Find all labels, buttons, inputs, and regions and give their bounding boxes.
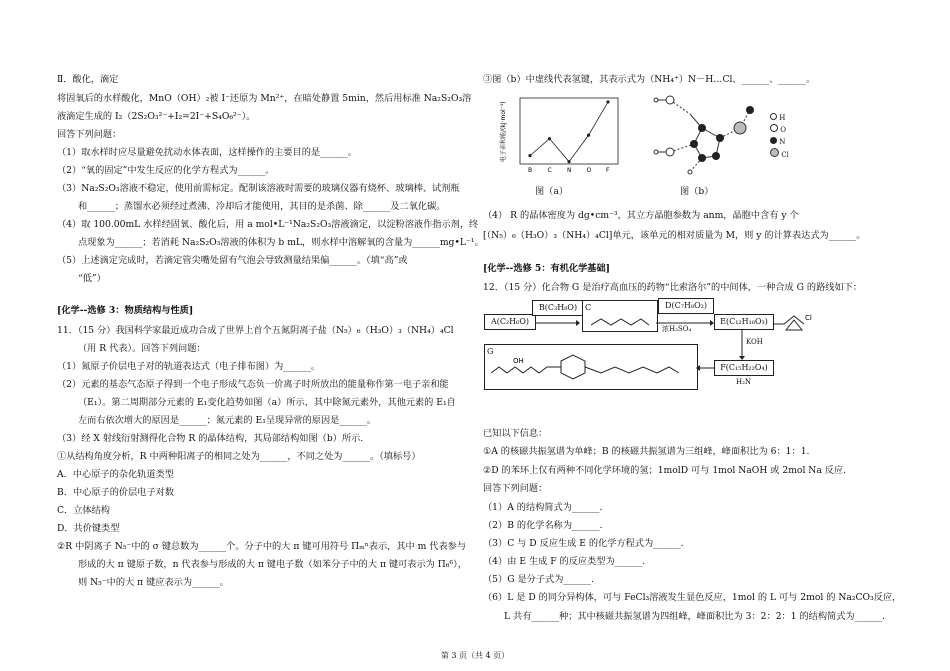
- figure-a-caption: 图（a）: [535, 186, 569, 197]
- compound-c-label: C: [585, 303, 592, 312]
- question-line: （4）由 E 生成 F 的反应类型为______.: [483, 556, 646, 567]
- text-line: ①从结构角度分析，R 中两种阳离子的相同之处为______，不同之处为______。（填标号）: [57, 451, 421, 462]
- legend-n: N: [779, 138, 786, 146]
- plot-frame: [520, 98, 618, 164]
- compound-c-structure: [591, 315, 651, 331]
- text-line: 和______；蒸馏水必须经过煮沸、冷却后才能使用，其目的是杀菌、除______及二氧化碳。: [78, 201, 446, 212]
- question-line: （5）G 是分子式为______.: [483, 574, 594, 585]
- data-point: [606, 100, 609, 103]
- text-line: “低”）: [78, 273, 106, 284]
- electron-affinity-chart: [494, 92, 624, 182]
- epichlorohydrin-structure: [774, 310, 816, 334]
- question-line: （2）B 的化学名称为______.: [483, 520, 603, 531]
- atom-cl: [734, 122, 746, 134]
- compound-b: B(C₃H₈O): [532, 300, 584, 316]
- arrow-left: [696, 364, 714, 372]
- crystal-structure-figure: [640, 92, 770, 182]
- arrow-down: [738, 330, 746, 360]
- x-tick-label: C: [547, 167, 552, 174]
- synthesis-scheme: [480, 298, 890, 398]
- arrow: [536, 319, 580, 327]
- option-a: A．中心原子的杂化轨道类型: [57, 469, 174, 480]
- data-point: [548, 137, 551, 140]
- atom-o: [666, 148, 674, 156]
- condition-acid: 浓H₂SO₄: [662, 325, 692, 333]
- structure-legend: [770, 112, 789, 161]
- text-line: （E₁）。第二周期部分元素的 E₁变化趋势如图（a）所示，其中除氮元素外，其他元素的 E₁自: [78, 397, 456, 408]
- atom-h: [688, 170, 692, 174]
- page-footer: 第 3 页（共 4 页）: [440, 651, 510, 660]
- section-title: [化学--选修 5：有机化学基础]: [483, 263, 610, 274]
- condition-koh: KOH: [746, 338, 763, 346]
- atom-h: [654, 98, 658, 102]
- x-tick-label: O: [586, 167, 592, 174]
- option-b: B．中心原子的价层电子对数: [57, 487, 175, 498]
- text-line: 将固氧后的水样酸化，MnO（OH）₂被 I⁻还原为 Mn²⁺，在暗处静置 5min，然后用标准 Na₂S₂O₃溶: [57, 93, 472, 104]
- text-line: 液滴定生成的 I₂（2S₂O₃²⁻+I₂=2I⁻+S₄O₆²⁻）。: [57, 111, 256, 122]
- text-line: 11．（15 分）我国科学家最近成功合成了世界上首个五氮阴离子盐（N₅）₆（H₃O）₃（NH₄）₄Cl: [57, 325, 454, 336]
- text-line: [（N₅）₆（H₃O）₃（NH₄）₄Cl]单元，该单元的相对质量为 M，则 y 的计算表达式为______。: [483, 230, 866, 241]
- text-line: （3）经 X 射线衍射测得化合物 R 的晶体结构，其局部结构如图（b）所示.: [57, 433, 364, 444]
- x-tick-label: N: [567, 167, 572, 174]
- text-line: （4）取 100.00mL 水样经固氧、酸化后，用 a mol•L⁻¹Na₂S₂O₃溶液滴定，以淀粉溶液作指示剂，终: [57, 219, 479, 230]
- text-line: 形成的大 π 键原子数，n 代表参与形成的大 π 键电子数（如苯分子中的大 π 键可表示为 Π₆⁶），: [78, 559, 467, 570]
- legend-cl: Cl: [781, 151, 789, 159]
- text-line: ③图（b）中虚线代表氢键，其表示式为（NH₄⁺）N－H…Cl、______、______。: [483, 74, 816, 85]
- option-d: D．共价键类型: [57, 523, 120, 534]
- y-axis-label: 电子亲和能/(kJ·mol⁻¹): [500, 101, 507, 162]
- text-line: （1）氮原子价层电子对的轨道表达式（电子排布图）为______。: [57, 361, 321, 372]
- text-line: 回答下列问题：: [483, 483, 548, 494]
- text-line: ②D 的苯环上仅有两种不同化学环境的氢；1molD 可与 1mol NaOH 或 2mol Na 反应.: [483, 465, 847, 476]
- text-line: 则 N₅⁻中的大 π 键应表示为______。: [78, 577, 229, 588]
- x-tick-label: F: [606, 167, 610, 174]
- series-line: [530, 102, 608, 162]
- question-line: （6）L 是 D 的同分异构体，可与 FeCl₃溶液发生显色反应，1mol 的 L 可与 2mol 的 Na₂CO₃反应，: [483, 592, 902, 603]
- atom-n: [690, 140, 698, 148]
- option-c: C．立体结构: [57, 505, 110, 516]
- data-point: [528, 154, 531, 157]
- text-line: 点现象为______；若消耗 Na₂S₂O₃溶液的体积为 b mL，则水样中溶解氧的含量为______mg•L⁻¹。: [78, 237, 484, 248]
- figure-b-caption: 图（b）: [680, 186, 714, 197]
- text-line: （用 R 代表）。回答下列问题：: [78, 343, 206, 354]
- text-line: ①A 的核磁共振氢谱为单峰；B 的核磁共振氢谱为三组峰，峰面积比为 6：1：1.: [483, 446, 810, 457]
- data-point: [587, 134, 590, 137]
- text-line: 已知以下信息：: [483, 428, 548, 439]
- compound-g-label: G: [487, 347, 494, 356]
- svg-text:Cl: Cl: [805, 314, 812, 322]
- text-line: （1）取水样时应尽量避免扰动水体表面，这样操作的主要目的是______。: [57, 147, 357, 158]
- compound-e: E(C₁₂H₁₈O₃): [714, 314, 774, 330]
- atom-o: [666, 96, 674, 104]
- data-point: [567, 160, 570, 163]
- question-line: （3）C 与 D 反应生成 E 的化学方程式为______.: [483, 538, 684, 549]
- text-line: （2）“氧的固定”中发生反应的化学方程式为______。: [57, 165, 275, 176]
- legend-o: O: [780, 126, 786, 134]
- atom-n: [716, 134, 724, 142]
- atom-n: [698, 154, 706, 162]
- text-line: 12．（15 分）化合物 G 是治疗高血压的药物“比索洛尔”的中间体，一种合成 G 的路线如下：: [483, 282, 863, 293]
- question-line: （1）A 的结构简式为______.: [483, 502, 603, 513]
- text-line: 左而右依次增大的原因是______；氮元素的 E₁呈现异常的原因是______。: [78, 415, 377, 426]
- text-line: （5）上述滴定完成时，若滴定管尖嘴处留有气泡会导致测量结果偏______。（填“高”或: [57, 255, 408, 266]
- reagent-amine: H₂N: [736, 378, 752, 386]
- compound-g: [484, 344, 698, 390]
- compound-c: [582, 300, 658, 332]
- question-line: L 共有______种；其中核磁共振氢谱为四组峰，峰面积比为 3：2：2：1 的结构简式为______.: [504, 611, 886, 622]
- atom-n: [698, 124, 706, 132]
- text-line: Ⅱ．酸化，滴定: [57, 74, 119, 85]
- section-title: [化学--选修 3：物质结构与性质]: [57, 305, 194, 316]
- compound-d: D(C₇H₈O₂): [658, 298, 714, 314]
- legend-h: H: [779, 114, 786, 122]
- compound-a: A(C₂H₆O): [484, 314, 536, 330]
- text-line: （4） R 的晶体密度为 dg•cm⁻³，其立方晶胞参数为 anm，晶胞中含有 y 个: [483, 210, 799, 221]
- svg-text:OH: OH: [513, 357, 524, 365]
- text-line: （2）元素的基态气态原子得到一个电子形成气态负一价离子时所放出的能量称作第一电子亲和能: [57, 379, 449, 390]
- atom-h: [654, 150, 658, 154]
- atom-n: [746, 106, 754, 114]
- text-line: 回答下列问题：: [57, 129, 122, 140]
- x-tick-label: B: [528, 167, 533, 174]
- text-line: ②R 中阴离子 N₅⁻中的 σ 键总数为______个。分子中的大 π 键可用符号 Πₘⁿ表示，其中 m 代表参与: [57, 541, 467, 552]
- compound-f: F(C₁₅H₂₂O₄): [714, 360, 774, 376]
- compound-g-structure: [491, 351, 691, 387]
- atom-n: [712, 152, 720, 160]
- text-line: （3）Na₂S₂O₃溶液不稳定，使用前需标定。配制该溶液时需要的玻璃仪器有烧杯、玻璃棒、试剂瓶: [57, 183, 460, 194]
